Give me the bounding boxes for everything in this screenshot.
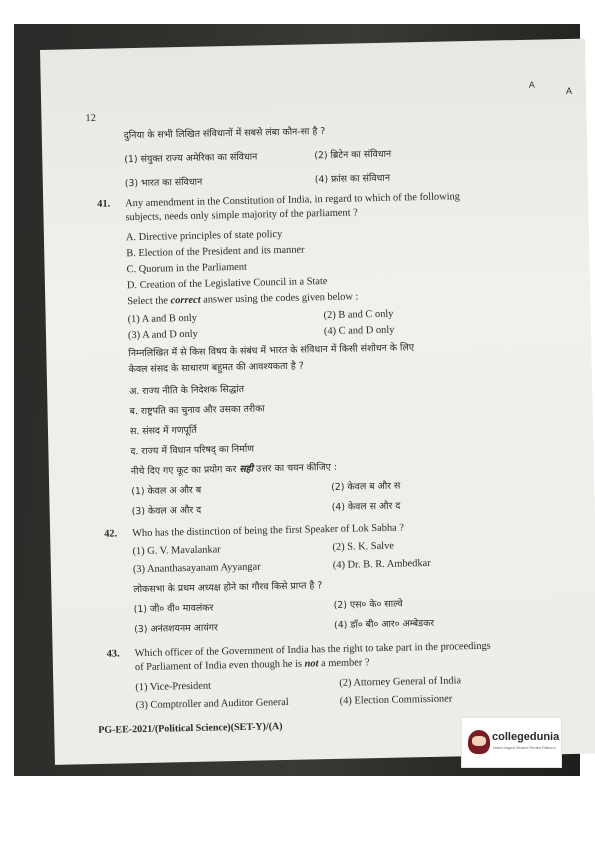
q42-option: (3) Ananthasayanam Ayyangar bbox=[132, 561, 261, 576]
q41-question-line1: Any amendment in the Constitution of India, in regard to which of the following bbox=[125, 191, 461, 210]
q41-item: C. Quorum in the Parliament bbox=[126, 261, 248, 276]
series-mark-edge: A bbox=[566, 86, 573, 96]
q43-number: 43. bbox=[106, 648, 120, 660]
q41-hindi-item: ब. राष्ट्रपति का चुनाव और उसका तरीका bbox=[129, 403, 265, 418]
q41-item: A. Directive principles of state policy bbox=[125, 228, 283, 244]
q40-hindi-option: (2) ब्रिटेन का संविधान bbox=[314, 148, 392, 162]
page-footer: PG-EE-2021/(Political Science)(SET-Y)/(A) bbox=[98, 721, 283, 736]
logo-name: collegedunia bbox=[492, 731, 560, 743]
q40-hindi-option: (1) संयुक्त राज्य अमेरिका का संविधान bbox=[124, 151, 258, 166]
q43-question-line2-prefix: of Parliament of India even though he is bbox=[134, 658, 305, 674]
series-mark: A bbox=[528, 79, 535, 90]
q43-question-line1: Which officer of the Government of India has the right to take part in the proceedings bbox=[134, 640, 491, 660]
q42-hindi-question: लोकसभा के प्रथम अध्यक्ष होने का गौरव किसे प्राप्त है ? bbox=[133, 580, 323, 596]
q43-option: (1) Vice-President bbox=[135, 680, 212, 694]
q42-hindi-option: (2) एस० के० साल्वे bbox=[333, 598, 403, 611]
q43-option: (3) Comptroller and Auditor General bbox=[135, 696, 289, 712]
q41-select-prefix: Select the bbox=[127, 295, 171, 308]
q41-hindi-select-instruction bbox=[131, 460, 337, 477]
q41-option: (1) A and B only bbox=[127, 312, 198, 326]
q41-hindi-question-line2: केवल संसद के साधारण बहुमत की आवश्यकता है ? bbox=[128, 360, 304, 376]
q41-hindi-item: द. राज्य में विधान परिषद् का निर्माण bbox=[130, 443, 255, 458]
q42-hindi-option: (3) अनंतशयनम आयंगर bbox=[134, 622, 218, 636]
q41-hindi-item: अ. राज्य नीति के निदेशक सिद्धांत bbox=[129, 383, 245, 398]
q42-hindi-option: (1) जी० वी० मावलंकर bbox=[133, 602, 214, 616]
q41-hindi-option: (2) केवल ब और स bbox=[331, 480, 401, 493]
mascot-icon bbox=[468, 730, 490, 754]
q41-question-line2: subjects, needs only simple majority of the parliament ? bbox=[125, 207, 358, 224]
q41-select-emph: correct bbox=[170, 294, 201, 307]
q43-question-line2 bbox=[135, 657, 370, 673]
q41-option: (2) B and C only bbox=[323, 308, 394, 322]
q41-item: B. Election of the President and its manner bbox=[126, 244, 305, 260]
q42-question: Who has the distinction of being the first Speaker of Lok Sabha ? bbox=[132, 522, 405, 540]
q41-hindi-select-suffix: उत्तर का चयन कीजिए : bbox=[253, 461, 338, 475]
q41-item: D. Creation of the Legislative Council in a State bbox=[126, 276, 328, 292]
logo-tagline: India's largest Student Review Platform bbox=[493, 746, 556, 750]
q40-hindi-option: (4) फ्रांस का संविधान bbox=[314, 172, 391, 186]
q41-hindi-select-prefix: नीचे दिए गए कूट का प्रयोग कर bbox=[130, 463, 240, 478]
q42-hindi-option: (4) डॉ० बी० आर० अम्बेडकर bbox=[334, 617, 435, 631]
q40-hindi-question: दुनिया के सभी लिखित संविधानों में सबसे लंबा कौन-सा है ? bbox=[123, 126, 326, 142]
q41-option: (3) A and D only bbox=[127, 328, 198, 342]
q43-option: (4) Election Commissioner bbox=[339, 693, 453, 707]
q41-hindi-option: (3) केवल अ और द bbox=[131, 504, 202, 518]
q43-option: (2) Attorney General of India bbox=[339, 675, 462, 689]
q41-hindi-item: स. संसद में गणपूर्ति bbox=[129, 424, 197, 438]
exam-page bbox=[40, 39, 595, 765]
q43-question-emph: not bbox=[304, 658, 319, 670]
q41-number: 41. bbox=[97, 198, 111, 210]
q41-hindi-question-line1: निम्नलिखित में से किस विषय के संबंध में भारत के संविधान में किसी संशोधन के लिए bbox=[128, 342, 415, 360]
q42-number: 42. bbox=[104, 528, 118, 540]
q42-option: (2) S. K. Salve bbox=[332, 540, 395, 553]
collegedunia-logo bbox=[461, 717, 562, 768]
q40-hindi-option: (3) भारत का संविधान bbox=[124, 176, 203, 190]
page-number: 12 bbox=[85, 112, 96, 125]
q41-select-suffix: answer using the codes given below : bbox=[200, 291, 359, 306]
q41-hindi-option: (4) केवल स और द bbox=[331, 500, 401, 513]
q42-option: (1) G. V. Mavalankar bbox=[132, 544, 221, 558]
q41-option: (4) C and D only bbox=[323, 324, 395, 338]
q43-question-line2-suffix: a member ? bbox=[318, 657, 370, 670]
q41-hindi-select-emph: सही bbox=[239, 463, 254, 475]
q42-option: (4) Dr. B. R. Ambedkar bbox=[332, 557, 431, 571]
q41-select-instruction bbox=[127, 291, 358, 307]
q41-hindi-option: (1) केवल अ और ब bbox=[131, 484, 202, 498]
